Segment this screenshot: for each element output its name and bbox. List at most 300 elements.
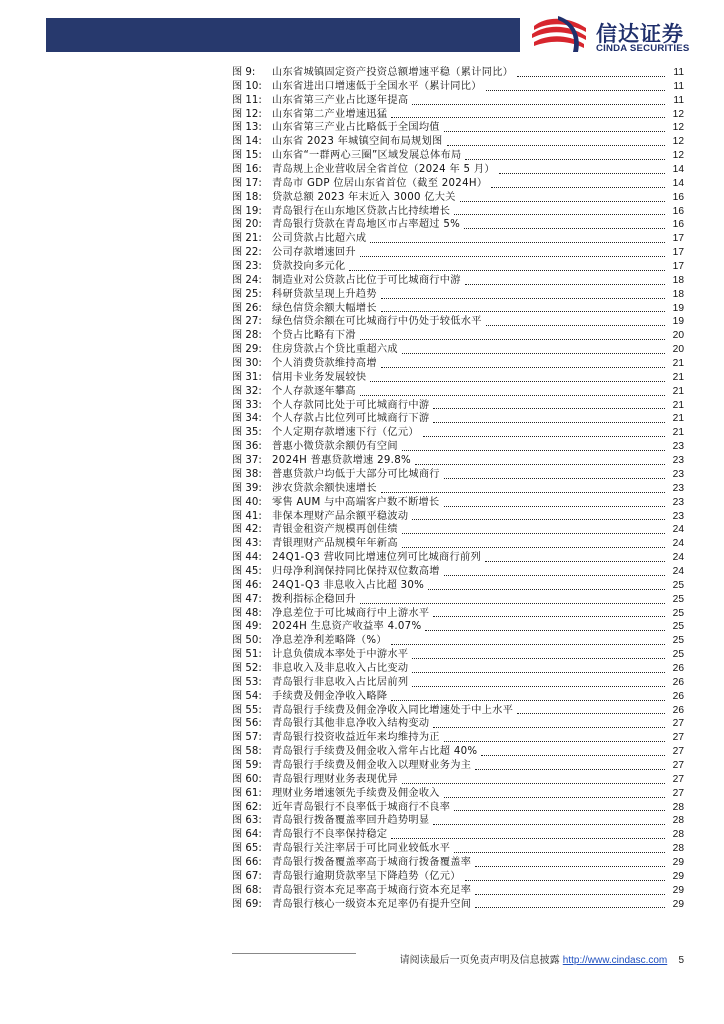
toc-dot-leader xyxy=(402,449,665,451)
toc-figure-number: 图 56: xyxy=(232,718,262,730)
toc-entry[interactable] xyxy=(232,177,684,191)
toc-entry[interactable] xyxy=(232,690,684,704)
toc-dot-leader xyxy=(412,657,665,659)
toc-page-number: 27 xyxy=(672,732,684,744)
toc-figure-title: 理财业务增速领先手续费及佣金收入 xyxy=(272,787,440,799)
toc-figure-title: 山东省第三产业占比略低于全国均值 xyxy=(272,122,440,134)
toc-entry[interactable] xyxy=(232,315,684,329)
toc-dot-leader xyxy=(370,241,665,243)
toc-page-number: 26 xyxy=(672,690,684,702)
toc-page-number: 17 xyxy=(672,261,684,273)
toc-entry-label xyxy=(232,315,482,329)
toc-page-number: 12 xyxy=(672,136,684,148)
toc-figure-title: 青岛银行理财业务表现优异 xyxy=(272,773,398,785)
toc-dot-leader xyxy=(360,255,665,257)
toc-entry-label xyxy=(232,565,440,579)
toc-figure-number: 图 11: xyxy=(232,94,262,106)
toc-entry-label xyxy=(232,288,377,302)
toc-figure-number: 图 14: xyxy=(232,136,262,148)
toc-figure-number: 图 60: xyxy=(232,773,262,785)
toc-entry[interactable] xyxy=(232,745,684,759)
toc-entry-label xyxy=(232,302,377,316)
toc-entry-label xyxy=(232,440,398,454)
toc-page-number: 23 xyxy=(672,468,684,480)
toc-entry-label xyxy=(232,205,450,219)
toc-entry-label xyxy=(232,787,440,801)
toc-page-number: 21 xyxy=(672,385,684,397)
toc-entry[interactable] xyxy=(232,94,684,108)
toc-figure-title: 净息差位于可比城商行中上游水平 xyxy=(272,607,430,619)
toc-entry[interactable] xyxy=(232,551,684,565)
toc-dot-leader xyxy=(481,754,665,756)
toc-entry-label xyxy=(232,607,429,621)
toc-page-number: 11 xyxy=(673,94,684,106)
toc-figure-title: 24Q1-Q3 非息收入占比超 30% xyxy=(272,579,425,591)
toc-page-number: 28 xyxy=(672,829,684,841)
toc-entry[interactable] xyxy=(232,80,684,94)
toc-entry-label xyxy=(232,482,377,496)
toc-entry[interactable] xyxy=(232,704,684,718)
toc-entry-label xyxy=(232,842,450,856)
toc-figure-title: 青岛银行在山东地区贷款占比持续增长 xyxy=(272,205,451,217)
toc-dot-leader xyxy=(433,726,665,728)
toc-entry-label xyxy=(232,856,471,870)
toc-figure-title: 青岛银行贷款在青岛地区市占率超过 5% xyxy=(272,219,461,231)
toc-entry-label xyxy=(232,870,461,884)
toc-entry[interactable] xyxy=(232,662,684,676)
toc-page-number: 29 xyxy=(672,856,684,868)
toc-page-number: 23 xyxy=(672,496,684,508)
toc-figure-number: 图 26: xyxy=(232,302,262,314)
toc-figure-number: 图 62: xyxy=(232,801,262,813)
toc-figure-title: 青银金租资产规模再创佳绩 xyxy=(272,524,398,536)
toc-entry[interactable] xyxy=(232,482,684,496)
toc-entry-label xyxy=(232,135,443,149)
toc-page-number: 29 xyxy=(672,870,684,882)
toc-entry[interactable] xyxy=(232,343,684,357)
page-number: 5 xyxy=(678,955,684,966)
toc-entry[interactable] xyxy=(232,898,684,912)
toc-entry-label xyxy=(232,371,366,385)
toc-page-number: 11 xyxy=(673,80,684,92)
toc-page-number: 21 xyxy=(672,413,684,425)
toc-entry-label xyxy=(232,426,419,440)
toc-entry-label xyxy=(232,163,495,177)
toc-entry[interactable] xyxy=(232,856,684,870)
toc-page-number: 24 xyxy=(672,524,684,536)
toc-dot-leader xyxy=(381,491,665,493)
toc-figure-number: 图 61: xyxy=(232,787,262,799)
toc-figure-title: 山东省城镇固定资产投资总额增速平稳（累计同比） xyxy=(272,67,514,78)
toc-figure-title: 净息差净利差略降（%） xyxy=(272,635,387,647)
toc-figure-number: 图 66: xyxy=(232,856,262,868)
toc-entry[interactable] xyxy=(232,357,684,371)
toc-page-number: 25 xyxy=(672,607,684,619)
toc-dot-leader xyxy=(475,865,665,867)
toc-entry-label xyxy=(232,717,429,731)
toc-entry-label xyxy=(232,814,429,828)
toc-page-number: 16 xyxy=(672,191,684,203)
toc-figure-title: 普惠小微贷款余额仍有空间 xyxy=(272,441,398,453)
toc-dot-leader xyxy=(360,602,665,604)
toc-entry[interactable] xyxy=(232,717,684,731)
toc-figure-number: 图 64: xyxy=(232,829,262,841)
toc-entry-label xyxy=(232,80,482,94)
toc-figure-number: 图 48: xyxy=(232,607,262,619)
toc-figure-number: 图 22: xyxy=(232,247,262,259)
toc-dot-leader xyxy=(444,477,665,479)
figure-list xyxy=(232,66,684,911)
toc-dot-leader xyxy=(391,643,665,645)
toc-dot-leader xyxy=(433,407,665,409)
toc-figure-number: 图 34: xyxy=(232,413,262,425)
toc-dot-leader xyxy=(517,75,665,77)
toc-entry-label xyxy=(232,759,471,773)
toc-page-number: 11 xyxy=(673,67,684,78)
toc-figure-number: 图 43: xyxy=(232,538,262,550)
toc-entry[interactable] xyxy=(232,787,684,801)
toc-dot-leader xyxy=(360,338,665,340)
toc-figure-title: 山东省第三产业占比逐年提高 xyxy=(272,94,409,106)
toc-figure-number: 图 37: xyxy=(232,455,262,467)
toc-dot-leader xyxy=(475,768,665,770)
toc-entry-label xyxy=(232,399,429,413)
toc-figure-number: 图 47: xyxy=(232,593,262,605)
toc-dot-leader xyxy=(433,823,665,825)
toc-figure-number: 图 51: xyxy=(232,649,262,661)
toc-dot-leader xyxy=(412,685,665,687)
toc-dot-leader xyxy=(425,629,665,631)
toc-page-number: 14 xyxy=(672,164,684,176)
toc-page-number: 26 xyxy=(672,676,684,688)
toc-figure-number: 图 19: xyxy=(232,205,262,217)
toc-page-number: 27 xyxy=(672,718,684,730)
toc-figure-number: 图 24: xyxy=(232,274,262,286)
toc-dot-leader xyxy=(402,546,665,548)
toc-dot-leader xyxy=(454,809,665,811)
toc-page-number: 16 xyxy=(672,219,684,231)
toc-entry[interactable] xyxy=(232,288,684,302)
toc-figure-title: 绿色信贷余额在可比城商行中仍处于较低水平 xyxy=(272,316,482,328)
toc-page-number: 23 xyxy=(672,510,684,522)
toc-entry-label xyxy=(232,108,387,122)
toc-entry-label xyxy=(232,648,408,662)
toc-figure-title: 公司存款增速回升 xyxy=(272,247,356,259)
toc-figure-number: 图 68: xyxy=(232,884,262,896)
toc-entry-label xyxy=(232,412,429,426)
toc-dot-leader xyxy=(391,699,665,701)
toc-page-number: 25 xyxy=(672,621,684,633)
toc-entry-label xyxy=(232,66,513,80)
toc-entry[interactable] xyxy=(232,385,684,399)
toc-entry-label xyxy=(232,218,460,232)
toc-dot-leader xyxy=(433,421,665,423)
toc-entry[interactable] xyxy=(232,870,684,884)
toc-entry[interactable] xyxy=(232,163,684,177)
toc-figure-title: 山东省 2023 年城镇空间布局规划图 xyxy=(272,136,443,148)
toc-figure-number: 图 69: xyxy=(232,898,262,910)
toc-dot-leader xyxy=(381,310,665,312)
toc-dot-leader xyxy=(460,200,665,202)
toc-figure-number: 图 46: xyxy=(232,579,262,591)
toc-entry-label xyxy=(232,246,356,260)
toc-page-number: 20 xyxy=(672,330,684,342)
toc-page-number: 16 xyxy=(672,205,684,217)
toc-page-number: 12 xyxy=(672,108,684,120)
toc-dot-leader xyxy=(415,463,665,465)
toc-figure-number: 图 15: xyxy=(232,150,262,162)
toc-dot-leader xyxy=(402,352,665,354)
toc-page-number: 21 xyxy=(672,358,684,370)
toc-figure-number: 图 57: xyxy=(232,732,262,744)
toc-figure-title: 手续费及佣金净收入略降 xyxy=(272,690,388,702)
toc-dot-leader xyxy=(447,144,665,146)
toc-entry[interactable] xyxy=(232,828,684,842)
toc-figure-title: 青岛银行逾期贷款率呈下降趋势（亿元） xyxy=(272,870,461,882)
toc-figure-title: 近年青岛银行不良率低于城商行不良率 xyxy=(272,801,451,813)
toc-figure-title: 公司贷款占比超六成 xyxy=(272,233,367,245)
toc-entry-label xyxy=(232,343,398,357)
toc-entry[interactable] xyxy=(232,426,684,440)
toc-figure-number: 图 65: xyxy=(232,843,262,855)
toc-dot-leader xyxy=(360,394,665,396)
toc-entry[interactable] xyxy=(232,731,684,745)
toc-dot-leader xyxy=(381,366,665,368)
toc-dot-leader xyxy=(517,712,665,714)
toc-figure-title: 青岛银行手续费及佣金收入以理财业务为主 xyxy=(272,759,472,771)
toc-figure-number: 图 9: xyxy=(232,67,256,78)
toc-page-number: 29 xyxy=(672,898,684,910)
toc-page-number: 21 xyxy=(672,399,684,411)
toc-entry[interactable] xyxy=(232,454,684,468)
toc-figure-title: 科研贷款呈现上升趋势 xyxy=(272,288,377,300)
toc-entry[interactable] xyxy=(232,66,684,80)
toc-entry[interactable] xyxy=(232,232,684,246)
toc-entry[interactable] xyxy=(232,773,684,787)
toc-entry-label xyxy=(232,177,487,191)
toc-figure-title: 青岛银行拨备覆盖率高于城商行拨备覆盖率 xyxy=(272,856,472,868)
toc-figure-title: 制造业对公贷款占比位于可比城商行中游 xyxy=(272,274,461,286)
toc-page-number: 21 xyxy=(672,427,684,439)
toc-figure-title: 零售 AUM 与中高端客户数不断增长 xyxy=(272,496,440,508)
toc-entry[interactable] xyxy=(232,579,684,593)
toc-page-number: 27 xyxy=(672,759,684,771)
toc-page-number: 24 xyxy=(672,552,684,564)
toc-figure-title: 绿色信贷余额大幅增长 xyxy=(272,302,377,314)
toc-entry[interactable] xyxy=(232,537,684,551)
toc-entry[interactable] xyxy=(232,523,684,537)
toc-figure-number: 图 29: xyxy=(232,344,262,356)
toc-figure-title: 个人消费贷款维持高增 xyxy=(272,358,377,370)
toc-entry[interactable] xyxy=(232,648,684,662)
toc-dot-leader xyxy=(499,172,665,174)
toc-entry-label xyxy=(232,385,356,399)
toc-entry[interactable] xyxy=(232,399,684,413)
toc-figure-number: 图 44: xyxy=(232,552,262,564)
toc-figure-title: 个贷占比略有下滑 xyxy=(272,330,356,342)
toc-figure-number: 图 40: xyxy=(232,496,262,508)
toc-entry[interactable] xyxy=(232,814,684,828)
toc-entry-label xyxy=(232,149,461,163)
toc-entry-label xyxy=(232,662,408,676)
toc-figure-title: 拨利指标企稳回升 xyxy=(272,593,356,605)
toc-figure-number: 图 53: xyxy=(232,676,262,688)
toc-entry-label xyxy=(232,620,421,634)
toc-figure-title: 个人存款逐年攀高 xyxy=(272,385,356,397)
toc-figure-number: 图 63: xyxy=(232,815,262,827)
cinda-logo xyxy=(528,12,718,56)
toc-dot-leader xyxy=(465,283,665,285)
toc-figure-number: 图 33: xyxy=(232,399,262,411)
toc-entry[interactable] xyxy=(232,634,684,648)
toc-page-number: 28 xyxy=(672,801,684,813)
toc-figure-title: 青岛银行关注率居于可比同业较低水平 xyxy=(272,843,451,855)
toc-figure-number: 图 35: xyxy=(232,427,262,439)
toc-dot-leader xyxy=(412,103,665,105)
toc-entry[interactable] xyxy=(232,468,684,482)
toc-page-number: 24 xyxy=(672,538,684,550)
footer-website-link[interactable]: http://www.cindasc.com xyxy=(562,955,668,966)
toc-entry[interactable] xyxy=(232,246,684,260)
toc-entry[interactable] xyxy=(232,510,684,524)
toc-page-number: 19 xyxy=(672,316,684,328)
toc-dot-leader xyxy=(465,879,665,881)
toc-page-number: 26 xyxy=(672,662,684,674)
toc-figure-title: 贷款投向多元化 xyxy=(272,261,346,273)
toc-page-number: 21 xyxy=(672,371,684,383)
toc-figure-title: 山东省进出口增速低于全国水平（累计同比） xyxy=(272,80,482,92)
toc-page-number: 12 xyxy=(672,150,684,162)
toc-entry[interactable] xyxy=(232,274,684,288)
toc-entry-label xyxy=(232,704,513,718)
toc-figure-title: 山东省第二产业增速迅猛 xyxy=(272,108,388,120)
toc-dot-leader xyxy=(475,893,665,895)
toc-page-number: 28 xyxy=(672,843,684,855)
toc-figure-number: 图 41: xyxy=(232,510,262,522)
toc-dot-leader xyxy=(402,532,665,534)
toc-figure-title: 青岛银行其他非息净收入结构变动 xyxy=(272,718,430,730)
toc-entry[interactable] xyxy=(232,620,684,634)
toc-figure-title: 2024H 生息资产收益率 4.07% xyxy=(272,621,422,633)
toc-entry-label xyxy=(232,260,345,274)
toc-entry-label xyxy=(232,801,450,815)
toc-entry[interactable] xyxy=(232,759,684,773)
toc-entry[interactable] xyxy=(232,371,684,385)
toc-dot-leader xyxy=(433,615,665,617)
toc-entry[interactable] xyxy=(232,607,684,621)
toc-entry[interactable] xyxy=(232,205,684,219)
toc-entry[interactable] xyxy=(232,135,684,149)
toc-figure-number: 图 30: xyxy=(232,358,262,370)
toc-entry[interactable] xyxy=(232,676,684,690)
toc-entry-label xyxy=(232,690,387,704)
toc-figure-number: 图 25: xyxy=(232,288,262,300)
toc-dot-leader xyxy=(391,116,665,118)
toc-dot-leader xyxy=(464,227,665,229)
toc-figure-title: 青岛银行手续费及佣金收入常年占比超 40% xyxy=(272,746,478,758)
toc-figure-number: 图 49: xyxy=(232,621,262,633)
toc-dot-leader xyxy=(475,906,665,908)
toc-page-number: 17 xyxy=(672,247,684,259)
toc-entry[interactable] xyxy=(232,884,684,898)
toc-entry-label xyxy=(232,121,440,135)
toc-dot-leader xyxy=(454,851,665,853)
toc-page-number: 27 xyxy=(672,773,684,785)
toc-entry[interactable] xyxy=(232,218,684,232)
toc-page-number: 23 xyxy=(672,455,684,467)
page-footer xyxy=(356,951,684,966)
toc-entry-label xyxy=(232,454,411,468)
toc-figure-number: 图 58: xyxy=(232,746,262,758)
toc-entry[interactable] xyxy=(232,842,684,856)
toc-figure-number: 图 32: xyxy=(232,385,262,397)
toc-figure-number: 图 23: xyxy=(232,261,262,273)
toc-entry[interactable] xyxy=(232,121,684,135)
toc-entry[interactable] xyxy=(232,593,684,607)
toc-entry[interactable] xyxy=(232,302,684,316)
toc-figure-title: 青岛银行投资收益近年来均维持为正 xyxy=(272,732,440,744)
toc-entry[interactable] xyxy=(232,412,684,426)
toc-dot-leader xyxy=(486,89,665,91)
toc-figure-title: 个人存款同比处于可比城商行中游 xyxy=(272,399,430,411)
toc-figure-title: 信用卡业务发展较快 xyxy=(272,371,367,383)
toc-figure-number: 图 13: xyxy=(232,122,262,134)
toc-dot-leader xyxy=(402,782,665,784)
toc-figure-title: 青岛市 GDP 位居山东省首位（截至 2024H） xyxy=(272,177,488,189)
toc-entry-label xyxy=(232,828,387,842)
toc-entry[interactable] xyxy=(232,191,684,205)
header-bar xyxy=(46,18,520,52)
toc-figure-title: 2024H 普惠贷款增速 29.8% xyxy=(272,455,411,467)
toc-dot-leader xyxy=(444,796,665,798)
toc-figure-title: 山东省“一群两心三圈”区域发展总体布局 xyxy=(272,150,462,162)
toc-dot-leader xyxy=(412,518,665,520)
toc-page-number: 24 xyxy=(672,565,684,577)
toc-dot-leader xyxy=(428,588,665,590)
toc-entry[interactable] xyxy=(232,260,684,274)
toc-entry[interactable] xyxy=(232,565,684,579)
toc-figure-number: 图 54: xyxy=(232,690,262,702)
toc-dot-leader xyxy=(486,324,665,326)
toc-figure-title: 归母净利润保持同比保持双位数高增 xyxy=(272,565,440,577)
toc-entry[interactable] xyxy=(232,149,684,163)
toc-entry-label xyxy=(232,634,387,648)
toc-figure-number: 图 67: xyxy=(232,870,262,882)
toc-dot-leader xyxy=(491,186,665,188)
toc-entry[interactable] xyxy=(232,108,684,122)
toc-figure-number: 图 55: xyxy=(232,704,262,716)
toc-figure-number: 图 16: xyxy=(232,164,262,176)
toc-entry-label xyxy=(232,745,477,759)
toc-dot-leader xyxy=(381,297,665,299)
toc-entry-label xyxy=(232,496,440,510)
toc-entry[interactable] xyxy=(232,440,684,454)
toc-figure-number: 图 28: xyxy=(232,330,262,342)
toc-page-number: 17 xyxy=(672,233,684,245)
toc-dot-leader xyxy=(465,158,665,160)
toc-entry-label xyxy=(232,94,408,108)
toc-entry-label xyxy=(232,523,398,537)
toc-entry[interactable] xyxy=(232,801,684,815)
toc-figure-number: 图 27: xyxy=(232,316,262,328)
toc-entry[interactable] xyxy=(232,496,684,510)
toc-dot-leader xyxy=(444,130,665,132)
toc-page-number: 27 xyxy=(672,787,684,799)
toc-entry[interactable] xyxy=(232,329,684,343)
toc-figure-number: 图 36: xyxy=(232,441,262,453)
toc-figure-number: 图 42: xyxy=(232,524,262,536)
toc-page-number: 29 xyxy=(672,884,684,896)
